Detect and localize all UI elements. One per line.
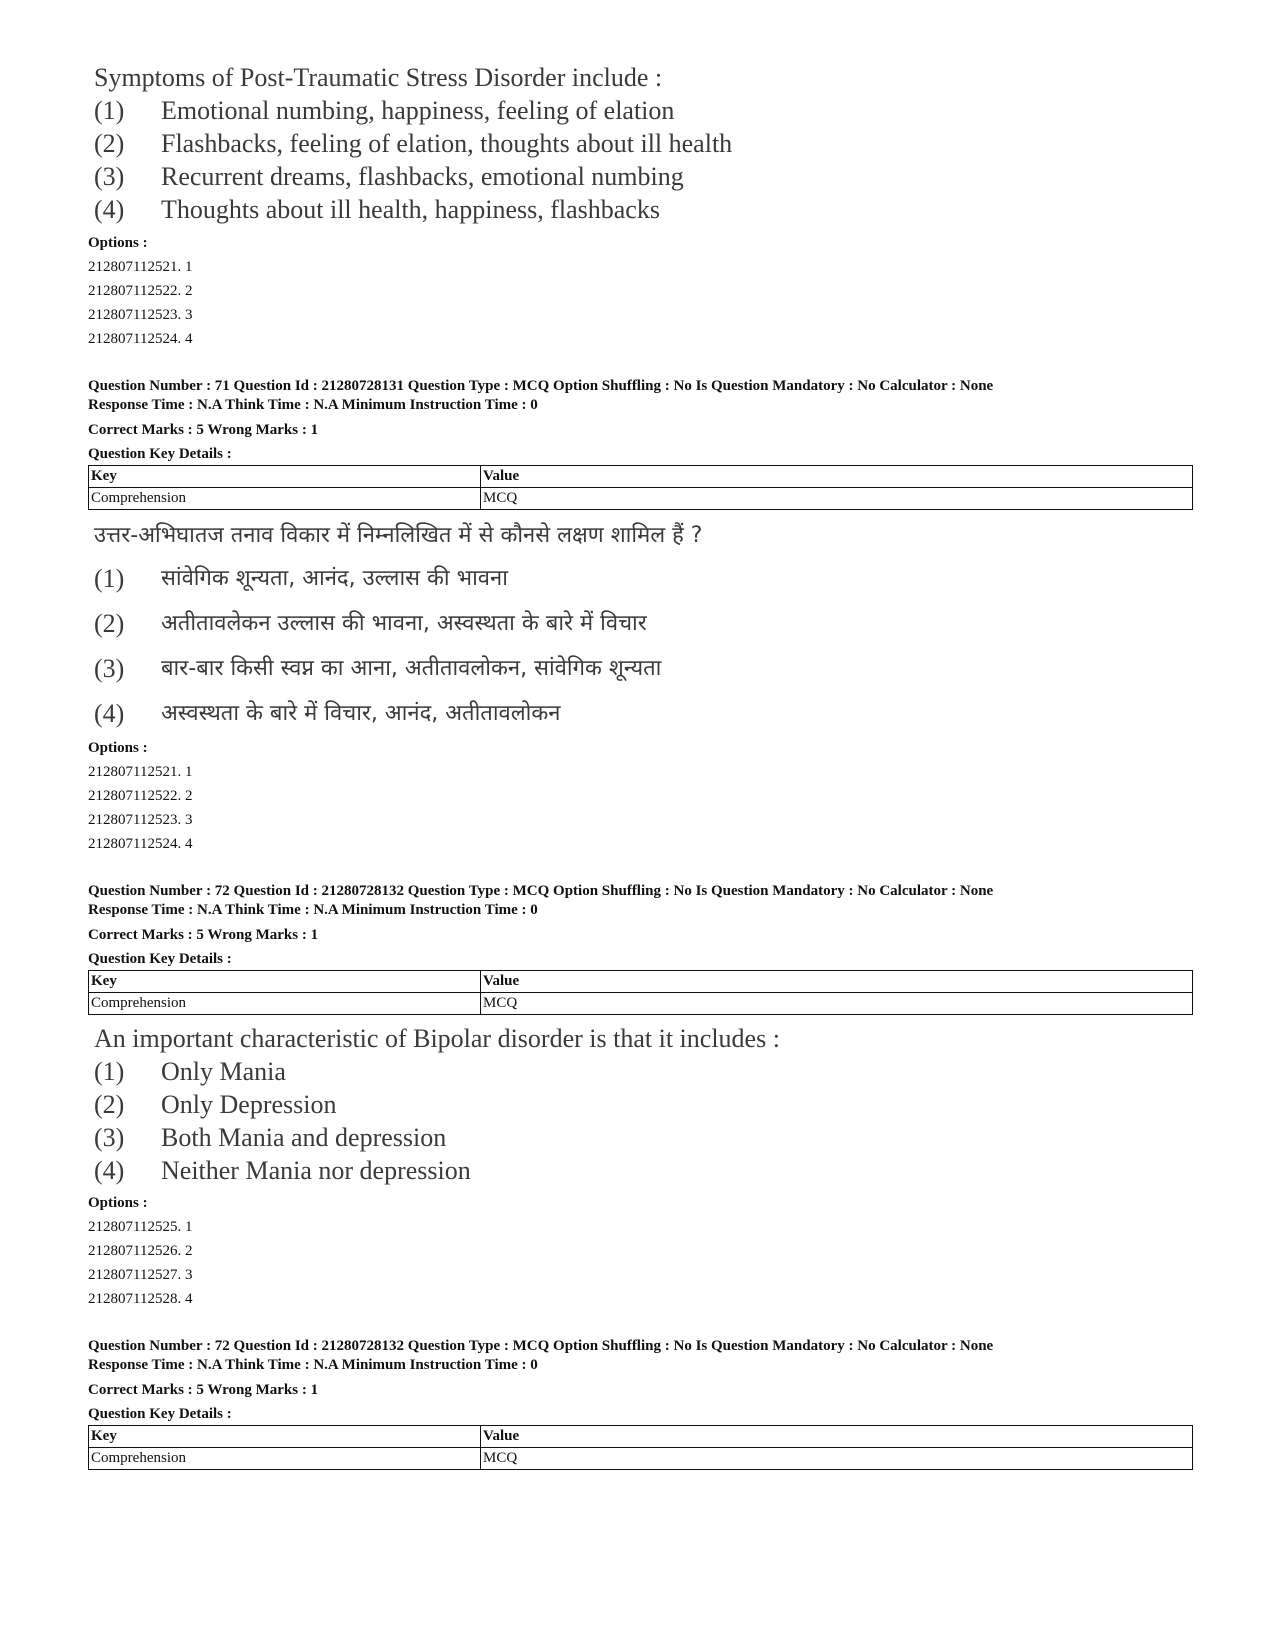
option-number: (1) <box>94 564 125 593</box>
option-id: 212807112521. 1 <box>88 259 193 275</box>
question-72-english <box>94 1023 780 1187</box>
question-71-hindi <box>94 520 702 736</box>
option-text: Both Mania and depression <box>161 1123 447 1152</box>
key-details-label: Question Key Details : <box>88 951 232 967</box>
option-number: (1) <box>94 1057 125 1086</box>
question-info-line: Question Number : 72 Question Id : 21280728132 Question Type : MCQ Option Shuffling : No Is Question Mandatory : No Calculator : None <box>88 1338 994 1354</box>
option-id: 212807112527. 3 <box>88 1267 193 1283</box>
options-list <box>88 1191 192 1311</box>
value-header: Value <box>481 466 1193 488</box>
key-details-label: Question Key Details : <box>88 1406 232 1422</box>
table-row <box>89 466 1193 488</box>
option-id: 212807112524. 4 <box>88 331 193 347</box>
option-number: (2) <box>94 129 125 158</box>
key-cell: Comprehension <box>89 993 481 1015</box>
question-option <box>94 193 732 226</box>
question-timing-line: Response Time : N.A Think Time : N.A Minimum Instruction Time : 0 <box>88 902 538 918</box>
marks-line: Correct Marks : 5 Wrong Marks : 1 <box>88 422 319 438</box>
question-title: Symptoms of Post-Traumatic Stress Disorder include : <box>94 63 663 92</box>
option-id: 212807112523. 3 <box>88 307 193 323</box>
value-cell: MCQ <box>481 993 1193 1015</box>
key-details-label: Question Key Details : <box>88 446 232 462</box>
option-number: (2) <box>94 1090 125 1119</box>
question-option <box>94 601 702 646</box>
table-row <box>89 1426 1193 1448</box>
question-title: उत्तर-अभिघातज तनाव विकार में निम्नलिखित में से कौनसे लक्षण शामिल हैं ? <box>94 523 703 548</box>
table-row <box>89 488 1193 510</box>
option-number: (3) <box>94 1123 125 1152</box>
option-id: 212807112525. 1 <box>88 1219 193 1235</box>
key-details-table <box>88 465 1193 510</box>
option-number: (1) <box>94 96 125 125</box>
option-text: Thoughts about ill health, happiness, flashbacks <box>161 195 660 224</box>
value-cell: MCQ <box>481 488 1193 510</box>
option-text: Flashbacks, feeling of elation, thoughts about ill health <box>161 129 733 158</box>
question-info-line: Question Number : 72 Question Id : 21280728132 Question Type : MCQ Option Shuffling : No Is Question Mandatory : No Calculator : None <box>88 883 994 899</box>
option-id: 212807112524. 4 <box>88 836 193 852</box>
key-details-table <box>88 970 1193 1015</box>
option-id: 212807112522. 2 <box>88 788 193 804</box>
option-text: अतीतावलेकन उल्लास की भावना, अस्वस्थता के बारे में विचार <box>161 611 647 636</box>
value-header: Value <box>481 971 1193 993</box>
table-row <box>89 993 1193 1015</box>
question-71-meta <box>88 377 993 466</box>
value-header: Value <box>481 1426 1193 1448</box>
question-option <box>94 646 702 691</box>
question-option <box>94 1088 780 1121</box>
options-label: Options : <box>88 1195 148 1211</box>
key-header: Key <box>89 971 481 993</box>
value-cell: MCQ <box>481 1448 1193 1470</box>
question-option <box>94 94 732 127</box>
option-id: 212807112526. 2 <box>88 1243 193 1259</box>
key-cell: Comprehension <box>89 488 481 510</box>
option-text: सांवेगिक शून्यता, आनंद, उल्लास की भावना <box>161 566 508 591</box>
question-option <box>94 1154 780 1187</box>
option-id: 212807112521. 1 <box>88 764 193 780</box>
options-label: Options : <box>88 235 148 251</box>
question-option <box>94 1121 780 1154</box>
question-info-line: Question Number : 71 Question Id : 21280728131 Question Type : MCQ Option Shuffling : No Is Question Mandatory : No Calculator : None <box>88 378 994 394</box>
question-option <box>94 1055 780 1088</box>
options-list <box>88 231 192 351</box>
key-details-table <box>88 1425 1193 1470</box>
question-72b-meta <box>88 1337 993 1426</box>
question-title: An important characteristic of Bipolar disorder is that it includes : <box>94 1024 780 1053</box>
option-text: बार-बार किसी स्वप्न का आना, अतीतावलोकन, सांवेगिक शून्यता <box>161 656 662 681</box>
option-text: Recurrent dreams, flashbacks, emotional numbing <box>161 162 684 191</box>
key-cell: Comprehension <box>89 1448 481 1470</box>
question-72-meta <box>88 882 993 971</box>
option-number: (3) <box>94 162 125 191</box>
question-timing-line: Response Time : N.A Think Time : N.A Minimum Instruction Time : 0 <box>88 397 538 413</box>
option-text: Only Mania <box>161 1057 286 1086</box>
table-row <box>89 971 1193 993</box>
option-number: (2) <box>94 609 125 638</box>
option-id: 212807112528. 4 <box>88 1291 193 1307</box>
key-header: Key <box>89 1426 481 1448</box>
option-text: Neither Mania nor depression <box>161 1156 471 1185</box>
question-timing-line: Response Time : N.A Think Time : N.A Minimum Instruction Time : 0 <box>88 1357 538 1373</box>
question-option <box>94 160 732 193</box>
option-number: (4) <box>94 195 125 224</box>
options-label: Options : <box>88 740 148 756</box>
option-text: अस्वस्थता के बारे में विचार, आनंद, अतीतावलोकन <box>161 701 561 726</box>
question-option <box>94 127 732 160</box>
marks-line: Correct Marks : 5 Wrong Marks : 1 <box>88 1382 319 1398</box>
option-number: (3) <box>94 654 125 683</box>
question-option <box>94 691 702 736</box>
question-70-english <box>94 62 732 226</box>
option-text: Emotional numbing, happiness, feeling of elation <box>161 96 675 125</box>
option-id: 212807112522. 2 <box>88 283 193 299</box>
question-option <box>94 556 702 601</box>
options-list <box>88 736 192 856</box>
table-row <box>89 1448 1193 1470</box>
key-header: Key <box>89 466 481 488</box>
option-number: (4) <box>94 699 125 728</box>
option-text: Only Depression <box>161 1090 337 1119</box>
marks-line: Correct Marks : 5 Wrong Marks : 1 <box>88 927 319 943</box>
option-number: (4) <box>94 1156 125 1185</box>
option-id: 212807112523. 3 <box>88 812 193 828</box>
